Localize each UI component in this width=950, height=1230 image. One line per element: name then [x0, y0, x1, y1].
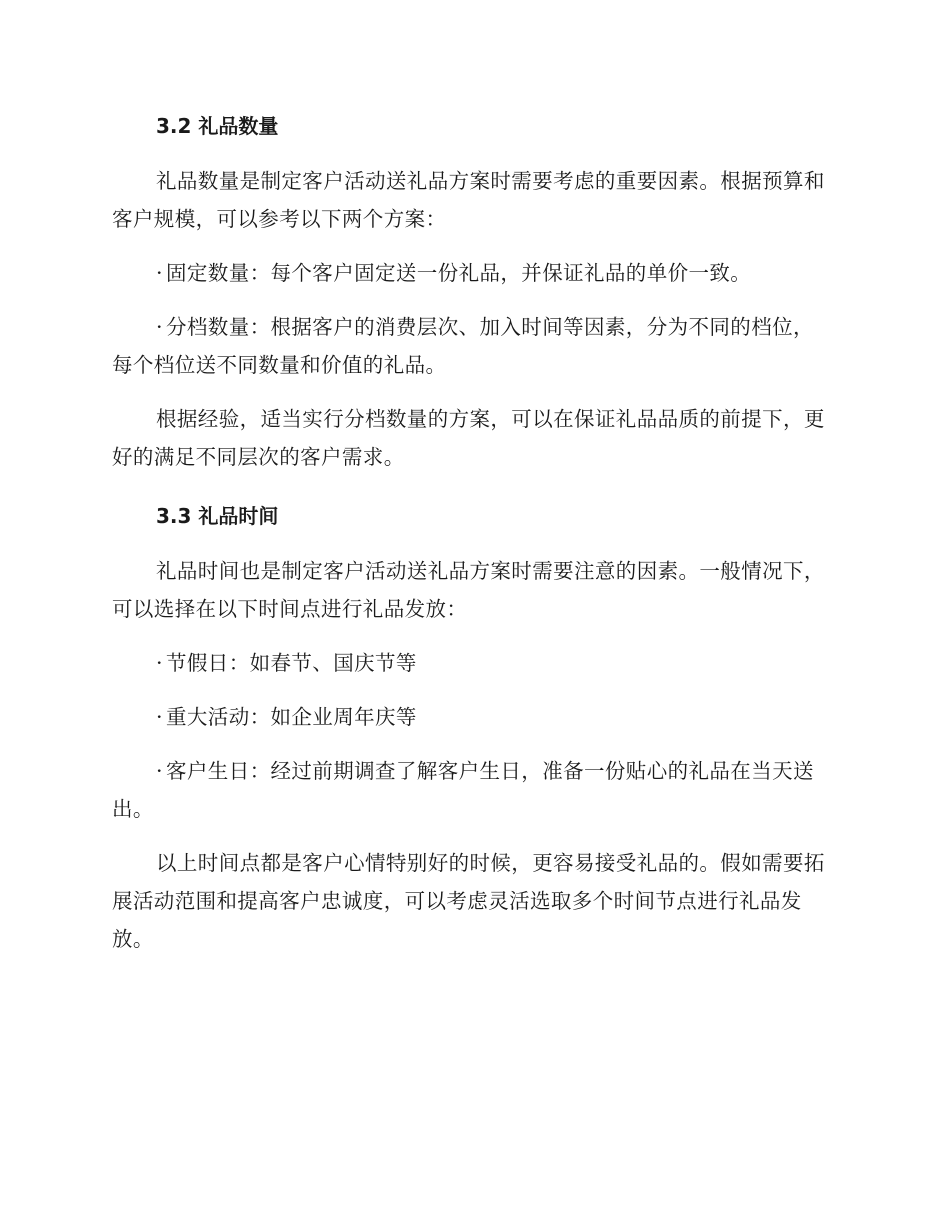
bullet-dot: ·	[156, 705, 163, 729]
bullet-major-events	[112, 698, 832, 736]
bullet-text: 客户生日：经过前期调查了解客户生日，准备一份贴心的礼品在当天送出。	[112, 759, 814, 821]
section-heading-gift-quantity: 3.2 礼品数量	[156, 114, 279, 138]
section-conclusion-gift-timing: 以上时间点都是客户心情特别好的时候，更容易接受礼品的。假如需要拓展活动范围和提高客户忠诚度，可以考虑灵活选取多个时间节点进行礼品发放。	[112, 851, 825, 951]
document-content	[112, 108, 832, 974]
bullet-customer-birthday	[112, 752, 832, 828]
bullet-fixed-quantity	[112, 254, 832, 292]
bullet-holidays	[112, 644, 832, 682]
bullet-text: 固定数量：每个客户固定送一份礼品，并保证礼品的单价一致。	[166, 261, 752, 285]
section-intro-gift-timing: 礼品时间也是制定客户活动送礼品方案时需要注意的因素。一般情况下，可以选择在以下时间点进行礼品发放：	[112, 559, 825, 621]
bullet-text: 重大活动：如企业周年庆等	[166, 705, 417, 729]
section-heading-gift-timing: 3.3 礼品时间	[156, 504, 279, 528]
bullet-dot: ·	[156, 651, 163, 675]
bullet-text: 节假日：如春节、国庆节等	[166, 651, 417, 675]
bullet-dot: ·	[156, 315, 163, 339]
bullet-dot: ·	[156, 759, 163, 783]
bullet-tiered-quantity	[112, 308, 832, 384]
section-conclusion-gift-quantity: 根据经验，适当实行分档数量的方案，可以在保证礼品品质的前提下，更好的满足不同层次的客户需求。	[112, 407, 825, 469]
section-intro-gift-quantity: 礼品数量是制定客户活动送礼品方案时需要考虑的重要因素。根据预算和客户规模，可以参考以下两个方案：	[112, 169, 825, 231]
bullet-text: 分档数量：根据客户的消费层次、加入时间等因素，分为不同的档位，每个档位送不同数量和价值的礼品。	[112, 315, 814, 377]
bullet-dot: ·	[156, 261, 163, 285]
